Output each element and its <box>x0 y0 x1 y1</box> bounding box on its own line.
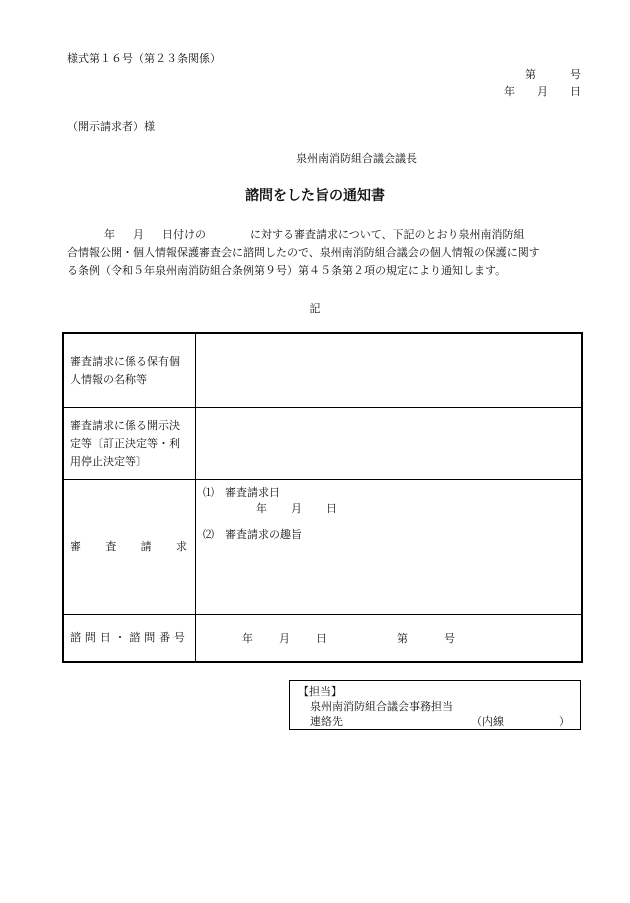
consult-char: ・ <box>114 631 126 644</box>
request-char: 請 <box>140 540 152 553</box>
issue-month: 月 <box>537 85 548 98</box>
body-line-1 <box>67 226 577 244</box>
contact-extension: （内線 ） <box>471 715 570 728</box>
row-value-request[interactable] <box>196 480 583 615</box>
consult-char: 号 <box>173 631 185 644</box>
issue-year: 年 <box>504 85 515 98</box>
request-date-value <box>256 500 337 516</box>
consult-char: 日 <box>99 631 111 644</box>
request-day: 日 <box>326 502 337 515</box>
row-label-consultation <box>63 615 196 663</box>
request-date-item <box>203 484 280 500</box>
document-number <box>497 66 581 82</box>
body-month: 月 <box>133 228 144 241</box>
row-value-consultation[interactable] <box>196 615 583 663</box>
details-table <box>62 332 583 663</box>
item-number: ⑵ <box>203 528 214 541</box>
item-number: ⑴ <box>203 486 214 499</box>
consult-char: 諮 <box>70 631 81 644</box>
table-row <box>63 333 582 408</box>
table-row <box>63 408 582 480</box>
row-label-personal-info: 審査請求に係る保有個人情報の名称等 <box>63 333 196 408</box>
body-day: 日付けの <box>162 228 206 241</box>
consult-char: 番 <box>159 631 171 644</box>
request-date-label: 審査請求日 <box>225 486 280 499</box>
row-label-disclosure-decision: 審査請求に係る開示決定等〔訂正決定等・利用停止決定等〕 <box>63 408 196 480</box>
request-purpose-item <box>203 526 302 542</box>
consult-char: 問 <box>84 631 96 644</box>
body-line-3: る条例（令和５年泉州南消防組合条例第９号）第４５条第２項の規定により通知します。 <box>67 264 507 277</box>
contact-box <box>289 680 581 730</box>
table-row <box>63 480 582 615</box>
consult-go: 号 <box>444 632 455 645</box>
body-line-1-rest: に対する審査請求について、下記のとおり泉州南消防組 <box>250 228 525 241</box>
request-year: 年 <box>256 502 267 515</box>
ki-mark: 記 <box>309 302 321 315</box>
addressee: （開示請求者）様 <box>67 120 155 133</box>
contact-tel-label: 連絡先 <box>310 715 343 728</box>
request-char: 求 <box>175 540 187 553</box>
consult-year: 年 <box>242 632 253 645</box>
consult-char: 問 <box>144 631 156 644</box>
form-number: 様式第１６号（第２３条関係） <box>67 52 221 65</box>
contact-office: 泉州南消防組合議会事務担当 <box>310 700 453 713</box>
body-line-2: 合情報公開・個人情報保護審査会に諮問したので、泉州南消防組合議会の個人情報の保護に関す <box>67 246 540 259</box>
contact-heading: 【担当】 <box>298 685 342 698</box>
sender: 泉州南消防組合議会議長 <box>296 152 417 165</box>
doc-number-dai: 第 <box>525 68 536 81</box>
contact-tel-line <box>298 714 572 729</box>
consult-month: 月 <box>279 632 290 645</box>
body-year: 年 <box>104 228 115 241</box>
row-value-disclosure-decision[interactable] <box>196 408 583 480</box>
doc-number-go: 号 <box>570 68 581 81</box>
body-text <box>67 226 577 280</box>
row-label-request <box>63 480 196 615</box>
request-char: 審 <box>70 540 81 553</box>
request-month: 月 <box>291 502 302 515</box>
consult-dai: 第 <box>397 632 408 645</box>
issue-day: 日 <box>570 85 581 98</box>
document-title: 諮問をした旨の通知書 <box>245 188 385 204</box>
consult-day: 日 <box>316 632 327 645</box>
request-char: 査 <box>105 540 117 553</box>
table-row <box>63 615 582 663</box>
row-value-personal-info[interactable] <box>196 333 583 408</box>
issue-date <box>504 83 581 99</box>
request-purpose-label: 審査請求の趣旨 <box>225 528 302 541</box>
consult-char: 諮 <box>129 631 141 644</box>
